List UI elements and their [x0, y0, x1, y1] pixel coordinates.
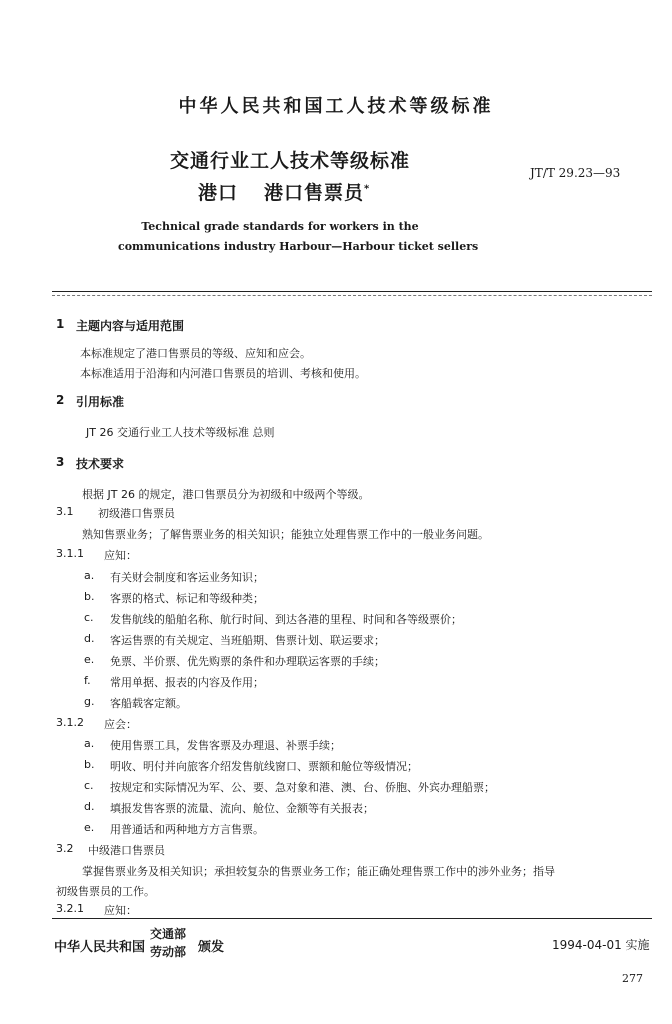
list-item: 客运售票的有关规定、当班船期、售票计划、联运要求； — [110, 634, 385, 647]
english-title-line-1: Technical grade standards for workers in the — [141, 220, 419, 233]
divider-rule — [52, 291, 652, 292]
list-item: 明收、明付并向旅客介绍发售航线窗口、票额和舱位等级情况； — [110, 760, 418, 773]
footer-issuer-country: 中华人民共和国 — [54, 940, 146, 955]
footer-issuer-ministries — [150, 925, 186, 961]
list-item: 填报发售客票的流量、流向、舱位、金额等有关报表； — [110, 802, 374, 815]
list-item-marker: f. — [84, 674, 91, 687]
section-2-reference: JT 26 交通行业工人技术等级标准 总则 — [86, 426, 275, 439]
list-item-marker: b. — [84, 590, 95, 603]
standard-code: JT/T 29.23—93 — [530, 166, 621, 180]
section-3-1-2-number: 3.1.2 — [56, 716, 84, 729]
title-footnote-mark: * — [364, 183, 371, 195]
list-item-marker: e. — [84, 821, 95, 834]
section-3-2-1-number: 3.2.1 — [56, 902, 84, 915]
footer-ministry-labour: 劳动部 — [150, 945, 187, 959]
section-3-number: 3 — [56, 455, 65, 469]
divider-dashed-rule — [52, 295, 652, 296]
footer-issued-label: 颁发 — [198, 940, 225, 955]
page-number: 277 — [622, 972, 643, 985]
list-item-marker: g. — [84, 695, 95, 708]
list-item: 使用售票工具，发售客票及办理退、补票手续； — [110, 739, 341, 752]
list-item: 免票、半价票、优先购票的条件和办理联运客票的手续； — [110, 655, 385, 668]
section-3-2-number: 3.2 — [56, 842, 74, 855]
title-part-b: 港口售票员 — [264, 182, 365, 204]
section-3-2-paragraph-line-2: 初级售票员的工作。 — [56, 885, 155, 898]
section-3-1-title: 初级港口售票员 — [98, 507, 175, 520]
footer-rule — [52, 918, 652, 919]
section-3-title: 技术要求 — [76, 457, 125, 471]
title-line-2 — [198, 178, 370, 205]
list-item-marker: d. — [84, 632, 95, 645]
list-item-marker: b. — [84, 758, 95, 771]
section-1-number: 1 — [56, 317, 65, 331]
list-item-marker: d. — [84, 800, 95, 813]
section-3-1-paragraph: 熟知售票业务；了解售票业务的相关知识；能独立处理售票工作中的一般业务问题。 — [82, 528, 489, 541]
section-1-paragraph-2: 本标准适用于沿海和内河港口售票员的培训、考核和使用。 — [80, 367, 366, 380]
list-item: 发售航线的船舶名称、航行时间、到达各港的里程、时间和各等级票价； — [110, 613, 462, 626]
section-3-2-title: 中级港口售票员 — [88, 844, 165, 857]
title-part-a: 港口 — [198, 182, 239, 204]
list-item-marker: e. — [84, 653, 95, 666]
footer-ministry-transport: 交通部 — [150, 927, 187, 941]
english-title-line-2: communications industry Harbour—Harbour ticket sellers — [118, 240, 479, 253]
list-item-marker: a. — [84, 737, 95, 750]
section-3-paragraph: 根据 JT 26 的规定，港口售票员分为初级和中级两个等级。 — [82, 488, 370, 501]
document-header: 中华人民共和国工人技术等级标准 — [178, 96, 494, 117]
section-3-2-paragraph-line-1: 掌握售票业务及相关知识；承担较复杂的售票业务工作；能正确处理售票工作中的涉外业务；指导 — [82, 865, 555, 878]
list-item-marker: a. — [84, 569, 95, 582]
footer-effective-date: 1994-04-01 实施 — [552, 938, 650, 952]
list-item: 用普通话和两种地方方言售票。 — [110, 823, 264, 836]
list-item: 客船载客定额。 — [110, 697, 187, 710]
list-item: 按规定和实际情况为军、公、要、急对象和港、澳、台、侨胞、外宾办理船票； — [110, 781, 495, 794]
section-2-title: 引用标准 — [76, 395, 125, 409]
section-1-paragraph-1: 本标准规定了港口售票员的等级、应知和应会。 — [80, 347, 311, 360]
section-3-2-1-title: 应知： — [104, 904, 137, 917]
list-item: 客票的格式、标记和等级种类； — [110, 592, 264, 605]
list-item: 有关财会制度和客运业务知识； — [110, 571, 264, 584]
section-3-1-number: 3.1 — [56, 505, 74, 518]
section-3-1-1-number: 3.1.1 — [56, 547, 84, 560]
list-item: 常用单据、报表的内容及作用； — [110, 676, 264, 689]
section-3-1-2-title: 应会： — [104, 718, 137, 731]
section-2-number: 2 — [56, 393, 65, 407]
section-3-1-1-title: 应知： — [104, 549, 137, 562]
list-item-marker: c. — [84, 611, 94, 624]
section-1-title: 主题内容与适用范围 — [76, 319, 185, 333]
title-line-1: 交通行业工人技术等级标准 — [170, 150, 411, 172]
list-item-marker: c. — [84, 779, 94, 792]
